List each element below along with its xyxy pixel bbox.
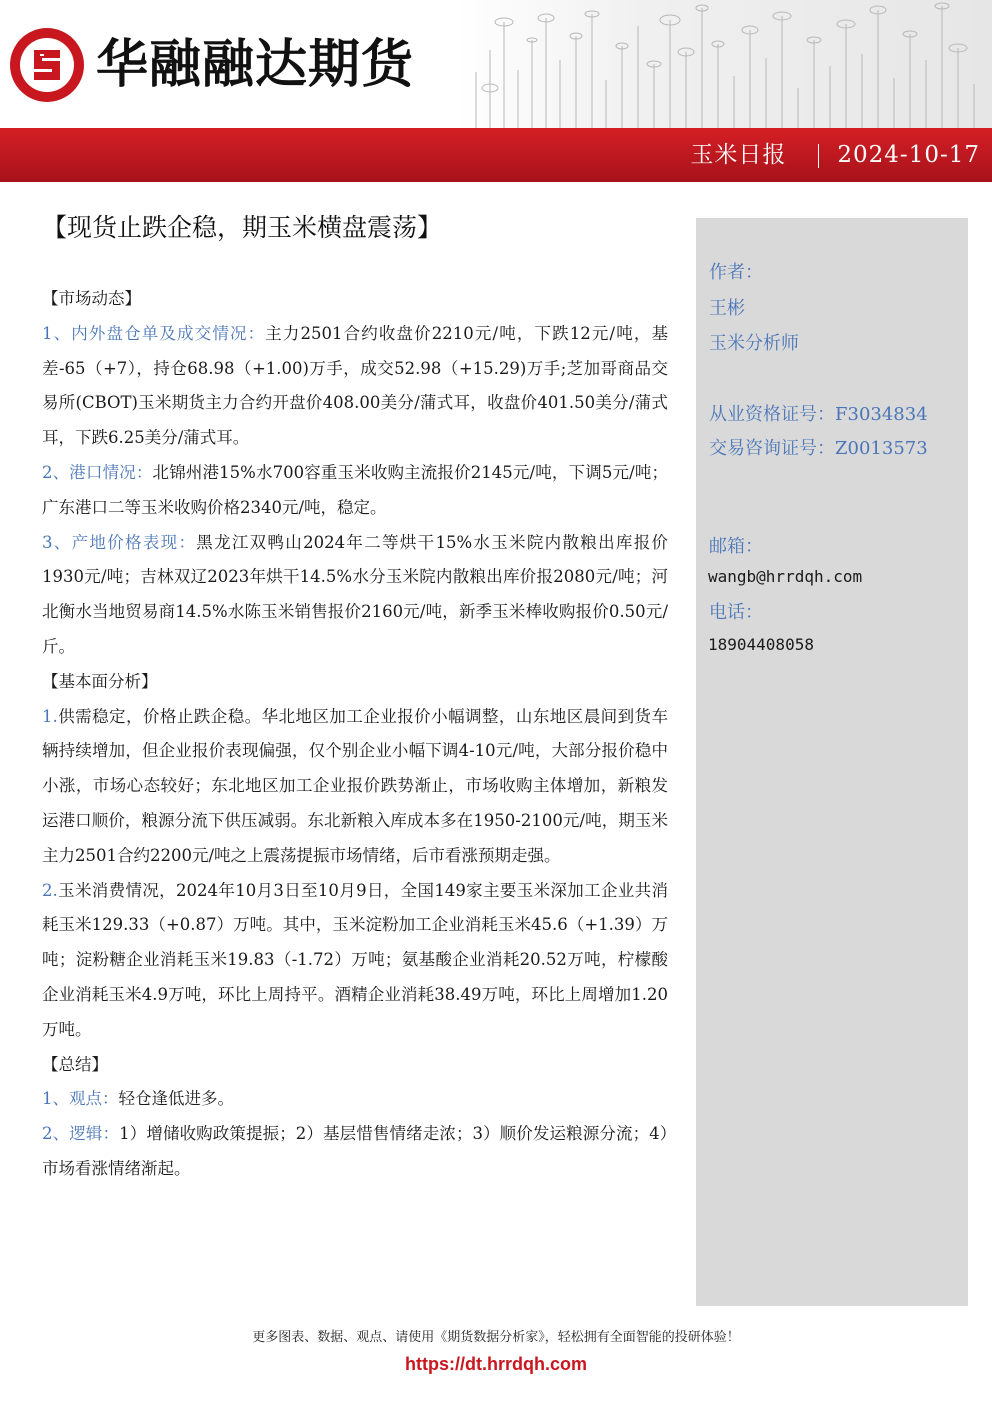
banner-text bbox=[690, 128, 980, 182]
fundamental-item-label: 2. bbox=[42, 880, 58, 900]
report-title: 【现货止跌企稳，期玉米横盘震荡】 bbox=[42, 213, 443, 242]
qualification-number: 从业资格证号：F3034834 bbox=[709, 404, 928, 425]
report-date: 2024-10-17 bbox=[837, 142, 980, 168]
summary-item-text: 1）增储收购政策提振；2）基层惜售情绪走浓；3）顺价发运粮源分流；4）市场看涨情绪渐起。 bbox=[42, 1124, 668, 1178]
report-type: 玉米日报 bbox=[690, 142, 787, 168]
author-title: 玉米分析师 bbox=[709, 333, 799, 354]
market-item-label: 1、内外盘仓单及成交情况： bbox=[42, 323, 266, 343]
phone-label: 电话： bbox=[709, 602, 763, 623]
market-item bbox=[42, 456, 668, 526]
market-item bbox=[42, 526, 668, 665]
summary-item bbox=[42, 1117, 668, 1187]
fundamental-item-text: 供需稳定，价格止跌企稳。华北地区加工企业报价小幅调整，山东地区晨间到货车辆持续增加，但企业报价表现偏强，仅个别企业小幅下调4-10元/吨，大部分报价稳中小涨，市场心态较好；东北地区加工企业报价跌势渐止，市场收购主体增加，新粮发运港口顺价，粮源分流下供压减弱。东北新粮入库成本多在1950-2100元/吨，期玉米主力2501合约2200元/吨之上震荡提振市场情绪，后市看涨预期走强。 bbox=[42, 706, 668, 865]
market-item-label: 2、港口情况： bbox=[42, 462, 153, 482]
report-header bbox=[0, 0, 992, 182]
section-heading-summary: 【总结】 bbox=[42, 1054, 108, 1074]
section-heading-market: 【市场动态】 bbox=[42, 289, 141, 308]
summary-item bbox=[42, 1082, 668, 1117]
market-item bbox=[42, 317, 668, 456]
report-body bbox=[42, 282, 668, 1187]
phone-number: 18904408058 bbox=[708, 635, 814, 654]
market-item-label: 3、产地价格表现： bbox=[42, 532, 197, 552]
email-label: 邮箱： bbox=[709, 536, 763, 557]
banner-divider bbox=[818, 144, 819, 168]
fundamental-item-label: 1. bbox=[42, 706, 58, 726]
summary-item-label: 2、逻辑： bbox=[42, 1124, 120, 1144]
company-name: 华融融达期货 bbox=[96, 35, 415, 95]
market-item-text: 黑龙江双鸭山2024年二等烘干15%水玉米院内散粮出库报价1930元/吨；吉林双辽2023年烘干14.5%水分玉米院内散粮出库价报2080元/吨；河北衡水当地贸易商14.5%水陈玉米销售报价2160元/吨，新季玉米棒收购报价0.50元/斤。 bbox=[42, 532, 668, 656]
company-logo-icon bbox=[10, 28, 84, 102]
footer-note: 更多图表、数据、观点、请使用《期货数据分析家》，轻松拥有全面智能的投研体验！ bbox=[252, 1330, 740, 1345]
fundamental-item bbox=[42, 874, 668, 1048]
summary-item-text: 轻仓逢低进多。 bbox=[118, 1089, 234, 1109]
footer-link[interactable]: https://dt.hrrdqh.com bbox=[405, 1354, 587, 1374]
market-item-text: 北锦州港15%水700容重玉米收购主流报价2145元/吨，下调5元/吨；广东港口二等玉米收购价格2340元/吨，稳定。 bbox=[42, 462, 668, 517]
section-heading-fundamental: 【基本面分析】 bbox=[42, 671, 158, 691]
logo-s-icon bbox=[10, 28, 84, 102]
author-sidebar bbox=[696, 218, 968, 1306]
header-decoration bbox=[456, 0, 992, 128]
consulting-number: 交易咨询证号：Z0013573 bbox=[709, 438, 928, 459]
fundamental-item bbox=[42, 700, 668, 874]
author-name: 王彬 bbox=[709, 298, 745, 319]
summary-item-label: 1、观点： bbox=[42, 1089, 119, 1109]
author-label: 作者： bbox=[709, 262, 763, 283]
market-item-text: 主力2501合约收盘价2210元/吨，下跌12元/吨，基差-65（+7），持仓68.98（+1.00)万手，成交52.98（+15.29)万手;芝加哥商品交易所(CBOT)玉米期货主力合约开盘价408.00美分/蒲式耳，收盘价401.50美分/蒲式耳，下跌6.25美分/蒲式耳。 bbox=[42, 323, 668, 448]
report-banner bbox=[0, 128, 992, 182]
email-address[interactable]: wangb@hrrdqh.com bbox=[708, 567, 863, 586]
fundamental-item-text: 玉米消费情况，2024年10月3日至10月9日，全国149家主要玉米深加工企业共消耗玉米129.33（+0.87）万吨。其中，玉米淀粉加工企业消耗玉米45.6（+1.39）万吨；淀粉糖企业消耗玉米19.83（-1.72）万吨；氨基酸企业消耗20.52万吨，柠檬酸企业消耗玉米4.9万吨，环比上周持平。酒精企业消耗38.49万吨，环比上周增加1.20万吨。 bbox=[42, 880, 668, 1039]
